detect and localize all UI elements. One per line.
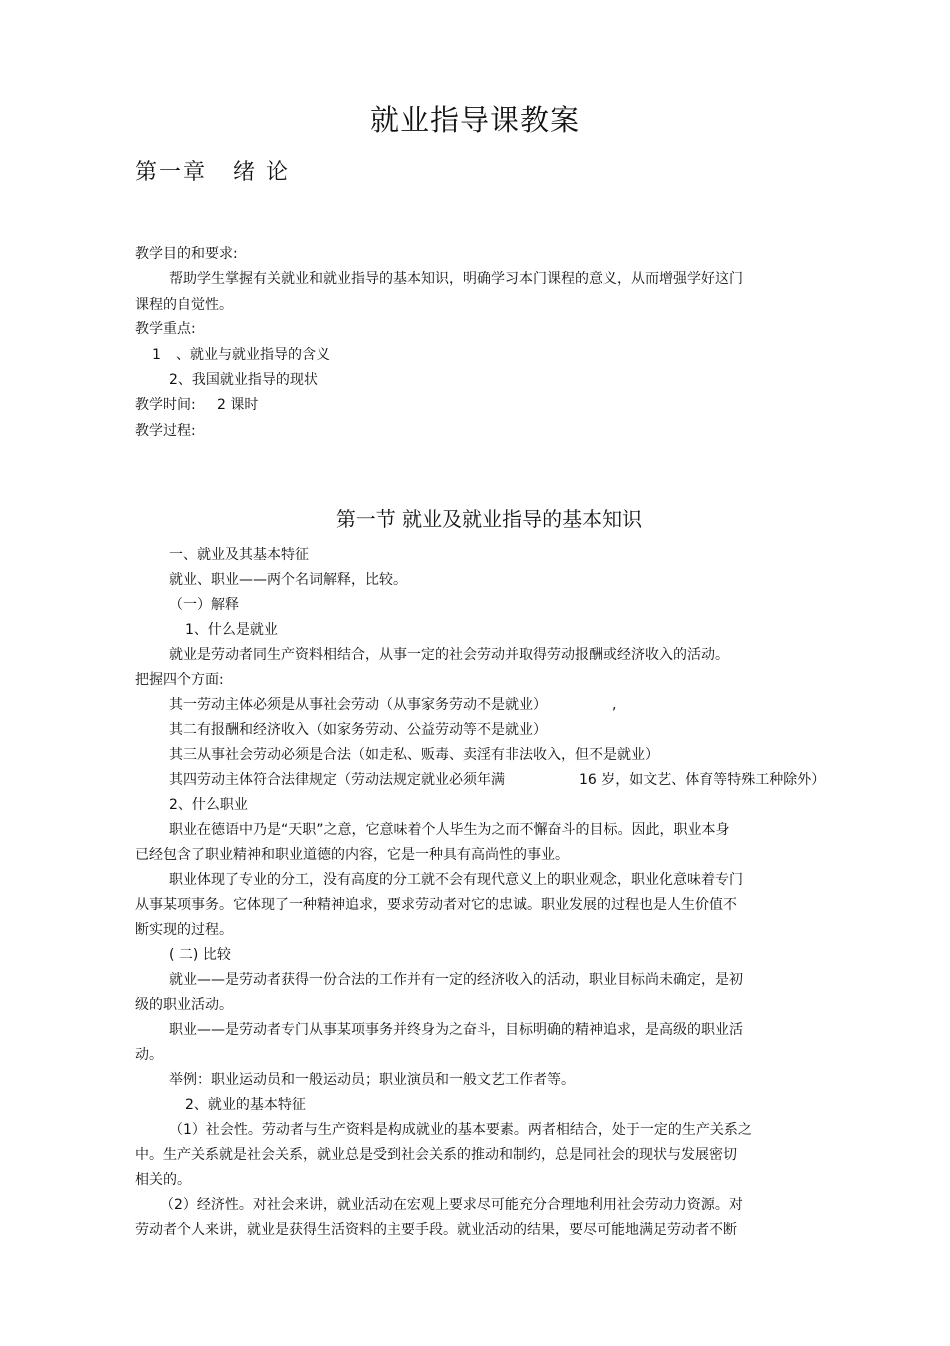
paragraph-line: 级的职业活动。 — [135, 997, 233, 1013]
goal-text-line: 帮助学生掌握有关就业和就业指导的基本知识，明确学习本门课程的意义，从而增强学好这门 — [169, 271, 743, 287]
time-label: 教学时间: — [135, 397, 196, 413]
chapter-number: 第一章 — [135, 160, 208, 185]
paragraph-line: 就业——是劳动者获得一份合法的工作并有一定的经济收入的活动，职业目标尚未确定，是初 — [169, 972, 743, 988]
focus-item: 2、我国就业指导的现状 — [169, 372, 318, 388]
paragraph-line: 劳动者个人来讲，就业是获得生活资料的主要手段。就业活动的结果，要尽可能地满足劳动者不断 — [135, 1222, 737, 1238]
subheading: ( 二) 比较 — [169, 947, 231, 963]
aspect-line-continued: 16 岁，如文艺、体育等特殊工种除外） — [579, 772, 826, 788]
paragraph-line: 职业在德语中乃是“天职”之意，它意味着个人毕生为之而不懈奋斗的目标。因此，职业本身 — [169, 822, 730, 838]
aspect-comma: , — [612, 697, 617, 713]
document-title: 就业指导课教案 — [369, 103, 580, 137]
paragraph-line: 中。生产关系就是社会关系，就业总是受到社会关系的推动和制约，总是同社会的现状与发展密切 — [135, 1147, 737, 1163]
paragraph-line: 职业体现了专业的分工，没有高度的分工就不会有现代意义上的职业观念，职业化意味着专门 — [169, 872, 743, 888]
paragraph-line: 动。 — [135, 1047, 163, 1063]
process-label: 教学过程: — [135, 423, 196, 439]
focus-label: 教学重点: — [135, 321, 196, 337]
aspect-line: 其三从事社会劳动必须是合法（如走私、贩毒、卖淫有非法收入，但不是就业） — [169, 747, 659, 763]
chapter-heading — [135, 155, 316, 186]
chapter-name: 绪 论 — [233, 160, 291, 185]
aspect-line: 其二有报酬和经济收入（如家务劳动、公益劳动等不是就业） — [169, 722, 547, 738]
subheading: （一）解释 — [169, 597, 239, 613]
paragraph-line: 相关的。 — [135, 1172, 191, 1188]
goal-text-line: 课程的自觉性。 — [135, 297, 233, 313]
paragraph-line: （1）社会性。劳动者与生产资料是构成就业的基本要素。两者相结合，处于一定的生产关系之 — [169, 1122, 752, 1138]
paragraph-line: 把握四个方面: — [135, 672, 224, 688]
paragraph-line: 已经包含了职业精神和职业道德的内容，它是一种具有高尚性的事业。 — [135, 847, 569, 863]
section-title: 第一节 就业及就业指导的基本知识 — [335, 507, 643, 531]
question-heading: 1、什么是就业 — [185, 622, 278, 638]
aspect-line: 其四劳动主体符合法律规定（劳动法规定就业必须年满 — [169, 772, 505, 788]
paragraph-line: 职业——是劳动者专门从事某项事务并终身为之奋斗，目标明确的精神追求，是高级的职业活 — [169, 1022, 743, 1038]
focus-item-number: 1 — [152, 347, 161, 363]
time-value: 2 课时 — [217, 397, 259, 413]
aspect-line: 其一劳动主体必须是从事社会劳动（从事家务劳动不是就业） — [169, 697, 547, 713]
focus-item-text: 、就业与就业指导的含义 — [176, 347, 330, 363]
paragraph-line: （2）经济性。对社会来讲，就业活动在宏观上要求尽可能充分合理地利用社会劳动力资源。对 — [160, 1197, 743, 1213]
paragraph-line: 从事某项事务。它体现了一种精神追求，要求劳动者对它的忠诚。职业发展的过程也是人生价值不 — [135, 897, 737, 913]
paragraph-line: 就业、职业——两个名词解释，比较。 — [169, 572, 407, 588]
goal-label: 教学目的和要求: — [135, 246, 238, 262]
paragraph-line: 就业是劳动者同生产资料相结合，从事一定的社会劳动并取得劳动报酬或经济收入的活动。 — [169, 647, 729, 663]
question-heading: 2、就业的基本特征 — [185, 1097, 306, 1113]
question-heading: 2、什么职业 — [169, 797, 248, 813]
paragraph-line: 举例：职业运动员和一般运动员；职业演员和一般文艺工作者等。 — [169, 1072, 575, 1088]
paragraph-line: 断实现的过程。 — [135, 922, 233, 938]
heading-level-1: 一、就业及其基本特征 — [169, 547, 309, 563]
